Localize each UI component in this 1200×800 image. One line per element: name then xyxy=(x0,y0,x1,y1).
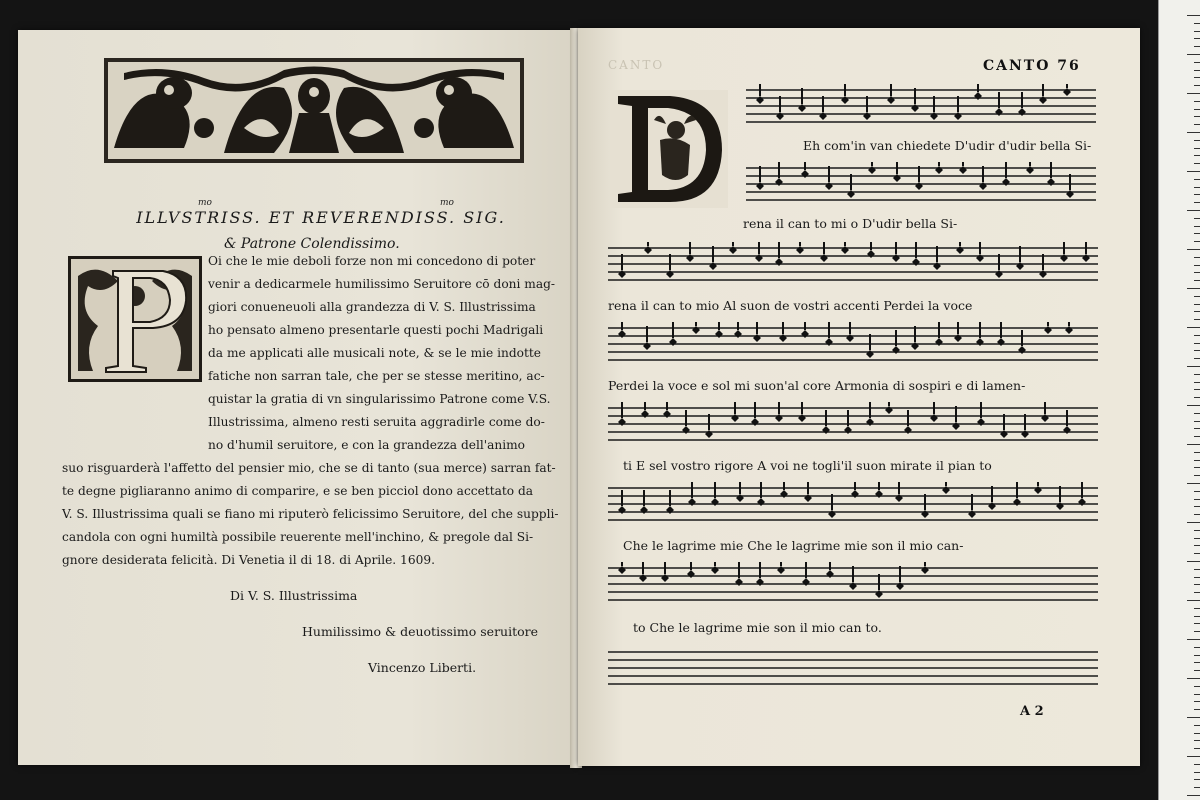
note-head xyxy=(798,104,806,112)
ruler-tick xyxy=(1187,15,1200,16)
decorated-initial-p xyxy=(68,256,202,382)
note-head xyxy=(979,182,987,190)
ruler-tick xyxy=(1194,709,1200,710)
note-head xyxy=(915,182,923,190)
note-head xyxy=(995,108,1003,116)
ruler-tick xyxy=(1194,452,1200,453)
ruler-tick xyxy=(1194,265,1200,266)
note-head xyxy=(801,170,809,178)
ruler-tick xyxy=(1194,187,1200,188)
note-head xyxy=(1018,108,1026,116)
ruler-tick xyxy=(1187,171,1200,172)
note-head xyxy=(755,254,763,262)
ruler-tick xyxy=(1194,701,1200,702)
ruler-tick xyxy=(1194,241,1200,242)
ruler-tick xyxy=(1194,647,1200,648)
note-head xyxy=(1063,88,1071,96)
ruler-tick xyxy=(1194,460,1200,461)
note-head xyxy=(729,246,737,254)
ruler-tick xyxy=(1187,795,1200,796)
ruler-tick xyxy=(1194,109,1200,110)
ruler-tick xyxy=(1194,725,1200,726)
lyric-line-4: Perdei la voce e sol mi suon'al core Armonia di sospiri e di lamen- xyxy=(608,378,1026,393)
note-head xyxy=(776,112,784,120)
signature-mark: A 2 xyxy=(1020,704,1044,719)
note-head xyxy=(935,166,943,174)
ruler-tick xyxy=(1194,62,1200,63)
ruler-tick xyxy=(1194,553,1200,554)
ruler-tick xyxy=(1187,600,1200,601)
ruler-tick xyxy=(1187,366,1200,367)
ruler-tick xyxy=(1194,124,1200,125)
letter-line-3: giori conueneuoli alla grandezza di V. S. Illustrissima xyxy=(208,300,536,314)
measuring-ruler xyxy=(1158,0,1200,800)
ruler-tick xyxy=(1194,179,1200,180)
ruler-tick xyxy=(1194,740,1200,741)
ruler-tick xyxy=(1194,569,1200,570)
lyric-line-2: rena il can to mi o D'udir bella Si- xyxy=(743,216,958,231)
lyric-line-6: Che le lagrime mie Che le lagrime mie son il mio can- xyxy=(623,538,964,553)
ruler-tick xyxy=(1187,717,1200,718)
ruler-tick xyxy=(1194,436,1200,437)
ruler-tick xyxy=(1187,561,1200,562)
ruler-tick xyxy=(1194,304,1200,305)
letter-line-4: ho pensato almeno presentarle questi pochi Madrigali xyxy=(208,323,544,337)
ruler-tick xyxy=(1187,93,1200,94)
ruler-tick xyxy=(1194,655,1200,656)
letter-line-10: suo risguarderà l'affetto del pensier mio, che se di tanto (sua merce) sarran fat- xyxy=(62,461,556,475)
ruler-tick xyxy=(1187,249,1200,250)
ruler-tick xyxy=(1194,311,1200,312)
note-head xyxy=(820,254,828,262)
music-staff-5 xyxy=(608,402,1098,452)
right-page xyxy=(578,28,1140,766)
lyric-line-7: to Che le lagrime mie son il mio can to. xyxy=(633,620,882,635)
lyric-line-5: ti E sel vostro rigore A voi ne togli'il suon mirate il pian to xyxy=(623,458,992,473)
ruler-tick xyxy=(1194,499,1200,500)
ruler-tick xyxy=(1194,389,1200,390)
note-head xyxy=(868,166,876,174)
note-head xyxy=(1066,190,1074,198)
ruler-tick xyxy=(1194,577,1200,578)
ruler-tick xyxy=(1194,257,1200,258)
letter-line-12: V. S. Illustrissima quali se fiano mi riputerò felicissimo Seruitore, del che suppli- xyxy=(62,507,559,521)
note-head xyxy=(819,112,827,120)
letter-line-8: Illustrissima, almeno resti seruita aggradirle come do- xyxy=(208,415,545,429)
ruler-tick xyxy=(1194,233,1200,234)
ruler-tick xyxy=(1194,584,1200,585)
note-head xyxy=(847,190,855,198)
ruler-tick xyxy=(1194,382,1200,383)
ruler-tick xyxy=(1194,686,1200,687)
ruler-tick xyxy=(1187,756,1200,757)
note-head xyxy=(825,182,833,190)
ruler-tick xyxy=(1194,46,1200,47)
ruler-tick xyxy=(1194,538,1200,539)
note-head xyxy=(756,182,764,190)
ruler-tick xyxy=(1194,623,1200,624)
letter-line-13: candola con ogni humiltà possibile reuerente mell'inchino, & pregole dal Si- xyxy=(62,530,534,544)
letter-line-6: fatiche non sarran tale, che per se stesse meritino, ac- xyxy=(208,369,545,383)
ruler-tick xyxy=(1194,218,1200,219)
ruler-tick xyxy=(1194,85,1200,86)
ruler-tick xyxy=(1187,54,1200,55)
lyric-line-1: Eh com'in van chiedete D'udir d'udir bella Si- xyxy=(803,138,1092,153)
note-head xyxy=(775,178,783,186)
ruler-tick xyxy=(1194,530,1200,531)
note-head xyxy=(893,174,901,182)
letter-line-14: gnore desiderata felicità. Di Venetia il di 18. di Aprile. 1609. xyxy=(62,553,435,567)
music-staff-3 xyxy=(608,242,1098,292)
ruler-tick xyxy=(1194,335,1200,336)
ruler-tick xyxy=(1187,678,1200,679)
ruler-tick xyxy=(1194,140,1200,141)
superscript-mo-1: mo xyxy=(198,198,212,208)
ruler-tick xyxy=(1194,31,1200,32)
music-staff-7 xyxy=(608,562,1098,612)
ruler-tick xyxy=(1194,545,1200,546)
ruler-tick xyxy=(1187,483,1200,484)
music-staff-2 xyxy=(746,162,1096,212)
ruler-tick xyxy=(1194,374,1200,375)
ruler-tick xyxy=(1194,491,1200,492)
note-head xyxy=(1047,178,1055,186)
note-head xyxy=(1060,254,1068,262)
ruler-tick xyxy=(1194,514,1200,515)
ruler-tick xyxy=(1187,522,1200,523)
ruler-tick xyxy=(1194,764,1200,765)
ruler-tick xyxy=(1194,23,1200,24)
ruler-tick xyxy=(1194,772,1200,773)
letter-line-1: Oi che le mie deboli forze non mi concedono di poter xyxy=(208,254,536,268)
ruler-tick xyxy=(1194,226,1200,227)
ruler-tick xyxy=(1194,319,1200,320)
empty-music-staff xyxy=(608,646,1098,690)
note-head xyxy=(841,246,849,254)
note-head xyxy=(956,246,964,254)
note-head xyxy=(930,112,938,120)
letter-line-7: quistar la gratia di vn singularissimo Patrone come V.S. xyxy=(208,392,551,406)
note-head xyxy=(686,254,694,262)
ruler-tick xyxy=(1194,413,1200,414)
note-head xyxy=(756,96,764,104)
note-head xyxy=(841,96,849,104)
ornamental-headpiece xyxy=(104,58,524,163)
ruler-tick xyxy=(1187,288,1200,289)
ruler-tick xyxy=(1194,787,1200,788)
ruler-tick xyxy=(1194,662,1200,663)
closing-servant: Humilissimo & deuotissimo seruitore xyxy=(302,624,539,639)
letter-line-9: no d'humil seruitore, e con la grandezza dell'animo xyxy=(208,438,526,452)
ruler-tick xyxy=(1194,148,1200,149)
ghost-header: CANTO xyxy=(608,58,665,72)
ruler-tick xyxy=(1194,506,1200,507)
ruler-tick xyxy=(1194,608,1200,609)
ruler-tick xyxy=(1187,405,1200,406)
note-head xyxy=(959,166,967,174)
ruler-tick xyxy=(1194,358,1200,359)
music-staff-4 xyxy=(608,322,1098,372)
dedication-subtitle: & Patrone Colendissimo. xyxy=(224,236,400,252)
ruler-tick xyxy=(1194,202,1200,203)
ruler-tick xyxy=(1194,631,1200,632)
ruler-tick xyxy=(1194,163,1200,164)
ruler-tick xyxy=(1194,280,1200,281)
music-staff-1 xyxy=(746,84,1096,134)
ruler-tick xyxy=(1194,475,1200,476)
letter-line-2: venir a dedicarmele humilissimo Seruitore cō doni mag- xyxy=(208,277,556,291)
ruler-tick xyxy=(1194,350,1200,351)
ruler-tick xyxy=(1194,155,1200,156)
note-head xyxy=(911,104,919,112)
note-head xyxy=(974,92,982,100)
note-head xyxy=(1039,96,1047,104)
ruler-tick xyxy=(1194,194,1200,195)
note-head xyxy=(644,246,652,254)
ruler-tick xyxy=(1187,132,1200,133)
ruler-tick xyxy=(1194,616,1200,617)
ruler-tick xyxy=(1194,779,1200,780)
ruler-tick xyxy=(1187,444,1200,445)
left-page xyxy=(18,30,574,765)
ruler-tick xyxy=(1194,397,1200,398)
ruler-tick xyxy=(1194,748,1200,749)
ruler-tick xyxy=(1194,428,1200,429)
ruler-tick xyxy=(1187,210,1200,211)
closing-salutation: Di V. S. Illustrissima xyxy=(230,588,358,603)
ruler-tick xyxy=(1194,733,1200,734)
note-head xyxy=(887,96,895,104)
ruler-tick xyxy=(1194,694,1200,695)
ruler-tick xyxy=(1194,296,1200,297)
music-staff-6 xyxy=(608,482,1098,532)
note-head xyxy=(1026,166,1034,174)
letter-line-11: te degne pigliaranno animo di comparire, e se ben picciol dono accettato da xyxy=(62,484,534,498)
note-head xyxy=(892,254,900,262)
ruler-tick xyxy=(1194,421,1200,422)
ruler-tick xyxy=(1194,101,1200,102)
signature-name: Vincenzo Liberti. xyxy=(368,660,477,675)
note-head xyxy=(796,246,804,254)
note-head xyxy=(863,112,871,120)
ruler-tick xyxy=(1187,639,1200,640)
ruler-tick xyxy=(1194,116,1200,117)
decorated-initial-d xyxy=(610,90,728,208)
ruler-tick xyxy=(1194,592,1200,593)
letter-line-5: da me applicati alle musicali note, & se le mie indotte xyxy=(208,346,542,360)
ruler-tick xyxy=(1194,272,1200,273)
lyric-line-3: rena il can to mio Al suon de vostri accenti Perdei la voce xyxy=(608,298,973,313)
superscript-mo-2: mo xyxy=(440,198,454,208)
ruler-tick xyxy=(1194,343,1200,344)
ruler-tick xyxy=(1194,467,1200,468)
note-head xyxy=(976,254,984,262)
ruler-tick xyxy=(1194,670,1200,671)
note-head xyxy=(1002,178,1010,186)
dedication-title: ILLVSTRISS. ET REVERENDISS. SIG. xyxy=(136,208,506,227)
ruler-tick xyxy=(1194,77,1200,78)
ruler-tick xyxy=(1194,70,1200,71)
ruler-tick xyxy=(1194,38,1200,39)
ruler-tick xyxy=(1187,327,1200,328)
note-head xyxy=(1082,254,1090,262)
page-header-canto: CANTO 76 xyxy=(983,58,1081,74)
note-head xyxy=(954,112,962,120)
